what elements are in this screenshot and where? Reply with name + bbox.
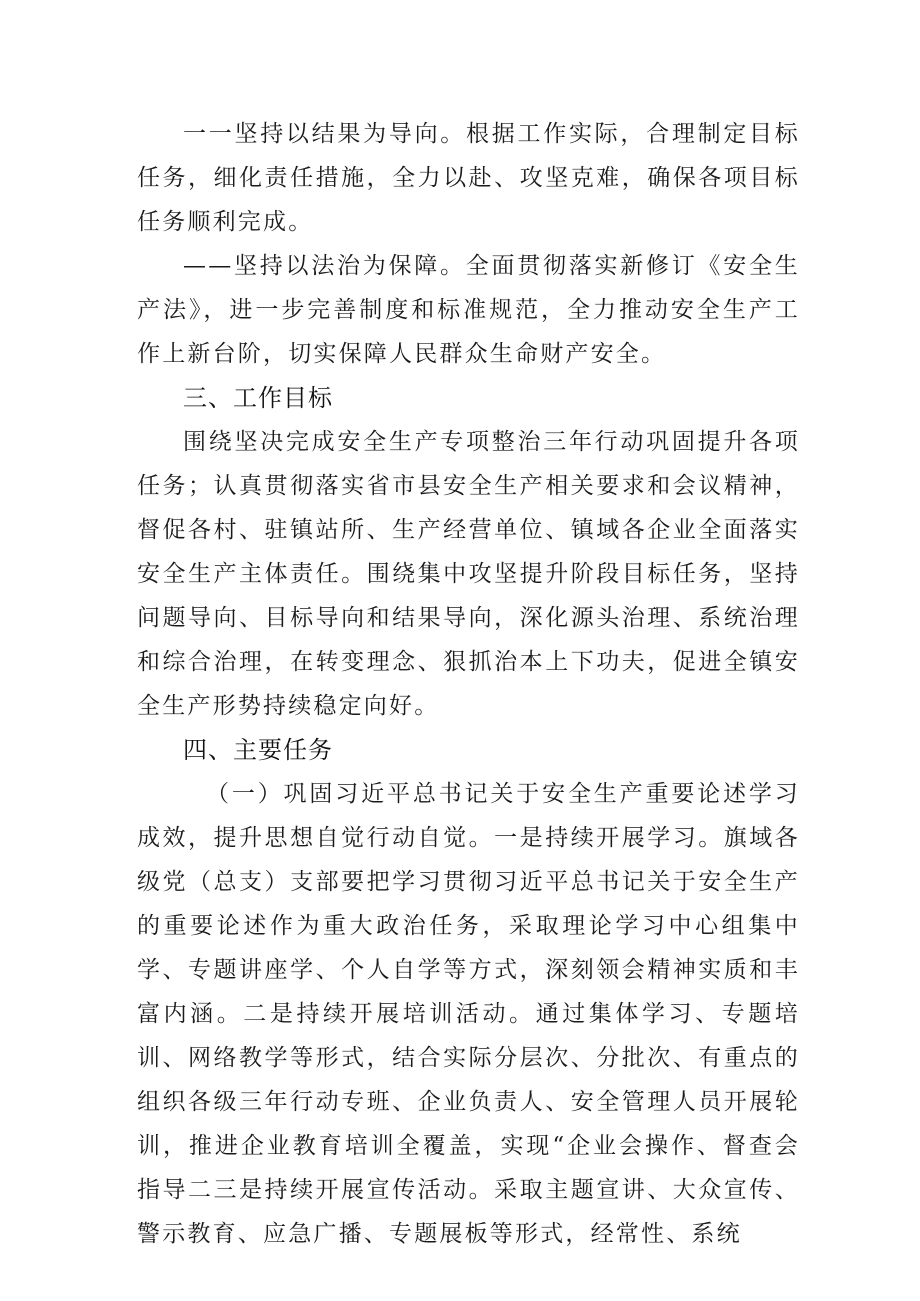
paragraph-rule-of-law: ——坚持以法治为保障。全面贯彻落实新修订《安全生产法》，进一步完善制度和标准规范，全力推动安全生产工作上新台阶，切实保障人民群众生命财产安全。 [137,253,800,367]
paragraph-main-task-one: （一）巩固习近平总书记关于安全生产重要论述学习成效，提升思想自觉行动自觉。一是持续开展学习。旗域各级党（总支）支部要把学习贯彻习近平总书记关于安全生产的重要论述作为重大政治任务，采取理论学习中心组集中学、专题讲座学、个人自学等方式，深刻领会精神实质和丰富内涵。二是持续开展培训活动。通过集体学习、专题培训、网络教学等形式，结合实际分层次、分批次、有重点的组织各级三年行动专班、企业负责人、安全管理人员开展轮训，推进企业教育培训全覆盖，实现“企业会操作、督查会指导二三是持续开展宣传活动。采取主题宣讲、大众宣传、警示教育、应急广播、专题展板等形式，经常性、系统 [137,781,800,1247]
section-heading-main-tasks: 四、主要任务 [183,736,333,764]
paragraph-work-goals: 围绕坚决完成安全生产专项整治三年行动巩固提升各项任务；认真贯彻落实省市县安全生产相关要求和会议精神，督促各村、驻镇站所、生产经营单位、镇域各企业全面落实安全生产主体责任。围绕集中攻坚提升阶段目标任务，坚持问题导向、目标导向和结果导向，深化源头治理、系统治理和综合治理，在转变理念、狠抓治本上下功夫，促进全镇安全生产形势持续稳定向好。 [137,429,800,719]
paragraph-result-oriented: 一一坚持以结果为导向。根据工作实际，合理制定目标任务，细化责任措施，全力以赴、攻坚克难，确保各项目标任务顺利完成。 [137,121,800,235]
section-heading-work-goals: 三、工作目标 [183,384,333,412]
